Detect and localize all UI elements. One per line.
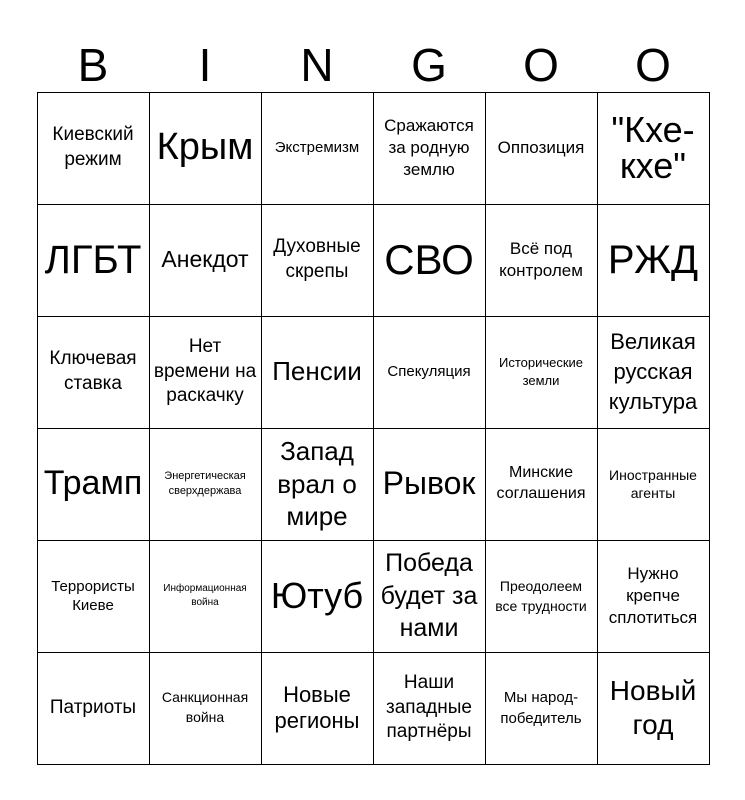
bingo-cell-label: Крым: [156, 126, 254, 169]
bingo-cell-label: Пенсии: [272, 356, 362, 387]
bingo-cell-label: Духовные скрепы: [273, 236, 361, 282]
bingo-cell[interactable]: [149, 204, 262, 317]
bingo-cell-label: Новые регионы: [274, 681, 360, 733]
bingo-cell[interactable]: [373, 428, 486, 541]
bingo-cell-label: РЖД: [607, 238, 699, 282]
bingo-cell[interactable]: [37, 316, 150, 429]
bingo-board: [37, 92, 709, 764]
bingo-cell[interactable]: [597, 540, 710, 653]
bingo-cell-label: Минские соглашения: [496, 464, 586, 502]
bingo-cell[interactable]: [485, 652, 598, 765]
bingo-cell-label: Ключевая ставка: [49, 348, 137, 394]
bingo-cell-label: Анекдот: [161, 246, 249, 273]
bingo-cell-label: Киевский режим: [52, 124, 134, 170]
bingo-cell-label: Мы народ-победитель: [500, 689, 582, 727]
bingo-cell[interactable]: [149, 540, 262, 653]
bingo-cell[interactable]: [37, 428, 150, 541]
bingo-cell-label: ЛГБТ: [44, 238, 142, 282]
bingo-cell[interactable]: [373, 316, 486, 429]
bingo-cell-label: Исторические земли: [498, 354, 584, 388]
bingo-cell-label: Новый год: [609, 675, 697, 740]
bingo-cell[interactable]: [149, 316, 262, 429]
bingo-cell-label: Энергетическая сверхдержава: [164, 469, 246, 497]
bingo-header: [37, 38, 709, 92]
bingo-cell-label: "Кхе-кхе": [611, 109, 695, 186]
bingo-cell-label: СВО: [384, 235, 474, 283]
bingo-cell-label: Нет времени на раскачку: [153, 335, 257, 407]
bingo-cell[interactable]: [373, 92, 486, 205]
bingo-cell[interactable]: [485, 204, 598, 317]
header-letter: N: [300, 39, 334, 91]
bingo-cell[interactable]: [597, 92, 710, 205]
bingo-cell[interactable]: [37, 540, 150, 653]
bingo-cell[interactable]: [261, 652, 374, 765]
bingo-cell[interactable]: [597, 428, 710, 541]
bingo-cell[interactable]: [373, 540, 486, 653]
bingo-cell[interactable]: [261, 92, 374, 205]
bingo-cell-label: Оппозиция: [497, 137, 585, 157]
bingo-cell-label: Террористы Киеве: [51, 577, 135, 614]
bingo-cell-label: Ютуб: [270, 575, 364, 617]
bingo-cell[interactable]: [149, 652, 262, 765]
bingo-cell[interactable]: [261, 428, 374, 541]
bingo-cell-label: Наши западные партнёры: [386, 671, 472, 743]
bingo-cell[interactable]: [597, 316, 710, 429]
bingo-cell-label: Нужно крепче сплотиться: [608, 563, 698, 628]
bingo-cell[interactable]: [485, 428, 598, 541]
bingo-cell[interactable]: [597, 652, 710, 765]
header-letter: I: [198, 39, 212, 91]
bingo-cell[interactable]: [373, 204, 486, 317]
bingo-cell-label: Трамп: [43, 464, 143, 503]
bingo-cell-label: Великая русская культура: [608, 329, 698, 414]
bingo-cell-label: Информационная война: [163, 583, 247, 608]
bingo-cell-label: Сражаются за родную землю: [384, 115, 474, 180]
bingo-cell[interactable]: [261, 316, 374, 429]
header-letter: O: [523, 39, 559, 91]
bingo-cell[interactable]: [597, 204, 710, 317]
header-letter: O: [635, 39, 671, 91]
bingo-cell-label: Спекуляция: [387, 363, 471, 381]
bingo-cell[interactable]: [485, 92, 598, 205]
bingo-cell[interactable]: [149, 428, 262, 541]
bingo-cell[interactable]: [261, 204, 374, 317]
bingo-cell-label: Иностранные агенты: [609, 466, 697, 501]
bingo-cell-label: Санкционная война: [161, 689, 249, 725]
bingo-cell[interactable]: [37, 92, 150, 205]
bingo-cell-label: Всё под контролем: [499, 238, 583, 280]
bingo-cell[interactable]: [485, 316, 598, 429]
bingo-cell[interactable]: [37, 652, 150, 765]
bingo-cell-label: Победа будет за нами: [380, 549, 478, 643]
bingo-cell[interactable]: [37, 204, 150, 317]
bingo-cell[interactable]: [485, 540, 598, 653]
header-letter: G: [411, 39, 447, 91]
bingo-cell[interactable]: [373, 652, 486, 765]
bingo-cell-label: Запад врал о мире: [277, 436, 357, 532]
bingo-cell-label: Патриоты: [49, 696, 137, 718]
bingo-cell[interactable]: [261, 540, 374, 653]
bingo-cell[interactable]: [149, 92, 262, 205]
bingo-cell-label: Рывок: [382, 465, 476, 502]
bingo-cell-label: Преодолеем все трудности: [495, 577, 587, 614]
bingo-cell-label: Экстремизм: [274, 139, 360, 157]
header-letter: B: [77, 39, 109, 91]
